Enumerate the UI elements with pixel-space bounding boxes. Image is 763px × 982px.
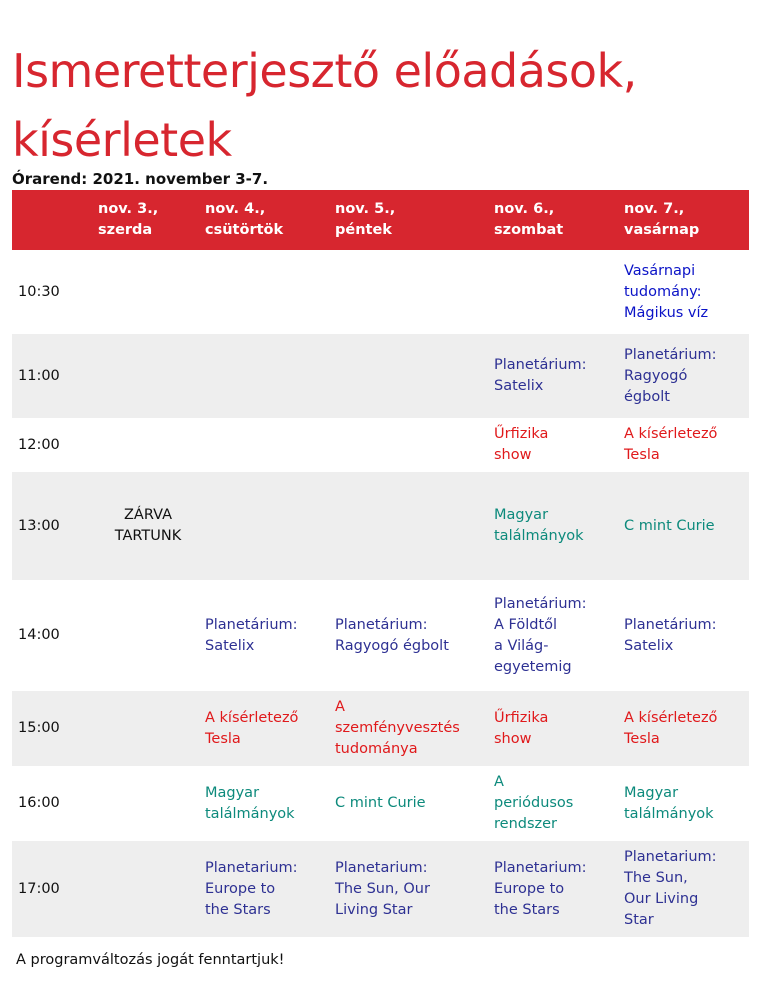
event-link[interactable]: A kísérletező Tesla xyxy=(624,709,718,747)
event-link[interactable]: Planetarium: Europe to the Stars xyxy=(205,859,298,918)
page-title: Ismeretterjesztő előadások, kísérletek xyxy=(12,43,637,167)
schedule-header-row xyxy=(12,190,749,250)
event-link[interactable]: Planetárium: Satelix xyxy=(205,616,298,654)
time-slot: 15:00 xyxy=(18,720,60,736)
time-slot: 14:00 xyxy=(18,627,60,643)
event-link[interactable]: Planetárium: Satelix xyxy=(624,616,717,654)
table-row xyxy=(12,334,749,418)
event-link[interactable]: Űrfizika show xyxy=(494,709,549,747)
table-row xyxy=(12,691,749,766)
day-header-sun: nov. 7., vasárnap xyxy=(624,201,700,238)
time-slot: 12:00 xyxy=(18,436,60,453)
event-link[interactable]: Planetarium: The Sun, Our Living Star xyxy=(624,849,717,928)
time-slot: 11:00 xyxy=(18,367,60,384)
day-header-sat: nov. 6., szombat xyxy=(494,201,564,238)
footer-note: A programváltozás jogát fenntartjuk! xyxy=(16,952,285,968)
event-link[interactable]: Planetarium: The Sun, Our Living Star xyxy=(335,859,430,918)
day-header-thu: nov. 4., csütörtök xyxy=(205,201,284,238)
event-link[interactable]: Planetarium: Europe to the Stars xyxy=(494,859,587,918)
time-slot: 17:00 xyxy=(18,880,60,897)
event-link[interactable]: A periódusos rendszer xyxy=(494,774,574,832)
time-slot: 13:00 xyxy=(18,517,60,534)
event-link[interactable]: Planetárium: Ragyogó égbolt xyxy=(335,616,449,654)
day-header-wed: nov. 3., szerda xyxy=(98,201,159,238)
table-row xyxy=(12,418,749,472)
event-link[interactable]: Magyar találmányok xyxy=(624,784,714,822)
event-link[interactable]: Planetárium: Satelix xyxy=(494,357,587,394)
day-header-fri: nov. 5., péntek xyxy=(335,201,396,238)
closed-notice: ZÁRVA TARTUNK xyxy=(114,507,182,544)
table-row xyxy=(12,250,749,334)
schedule-subtitle: Órarend: 2021. november 3-7. xyxy=(12,170,269,188)
event-link[interactable]: A szemfényvesztés tudománya xyxy=(335,699,460,757)
time-slot: 16:00 xyxy=(18,795,60,811)
schedule-table xyxy=(12,190,749,928)
event-link[interactable]: C mint Curie xyxy=(624,517,715,534)
event-link[interactable]: Planetárium: A Földtől a Világ- egyetemig xyxy=(494,595,587,675)
event-link[interactable]: A kísérletező Tesla xyxy=(624,426,718,463)
event-link[interactable]: Magyar találmányok xyxy=(494,507,584,544)
event-link[interactable]: Űrfizika show xyxy=(494,426,549,463)
event-link[interactable]: Magyar találmányok xyxy=(205,784,295,822)
event-link[interactable]: Planetárium: Ragyogó égbolt xyxy=(624,346,717,405)
event-link[interactable]: A kísérletező Tesla xyxy=(205,709,299,747)
table-row xyxy=(12,580,749,691)
table-row xyxy=(12,841,749,937)
event-link[interactable]: C mint Curie xyxy=(335,795,426,811)
event-link[interactable]: Vasárnapi tudomány: Mágikus víz xyxy=(624,262,709,321)
table-row xyxy=(12,766,749,841)
time-slot: 10:30 xyxy=(18,283,60,300)
